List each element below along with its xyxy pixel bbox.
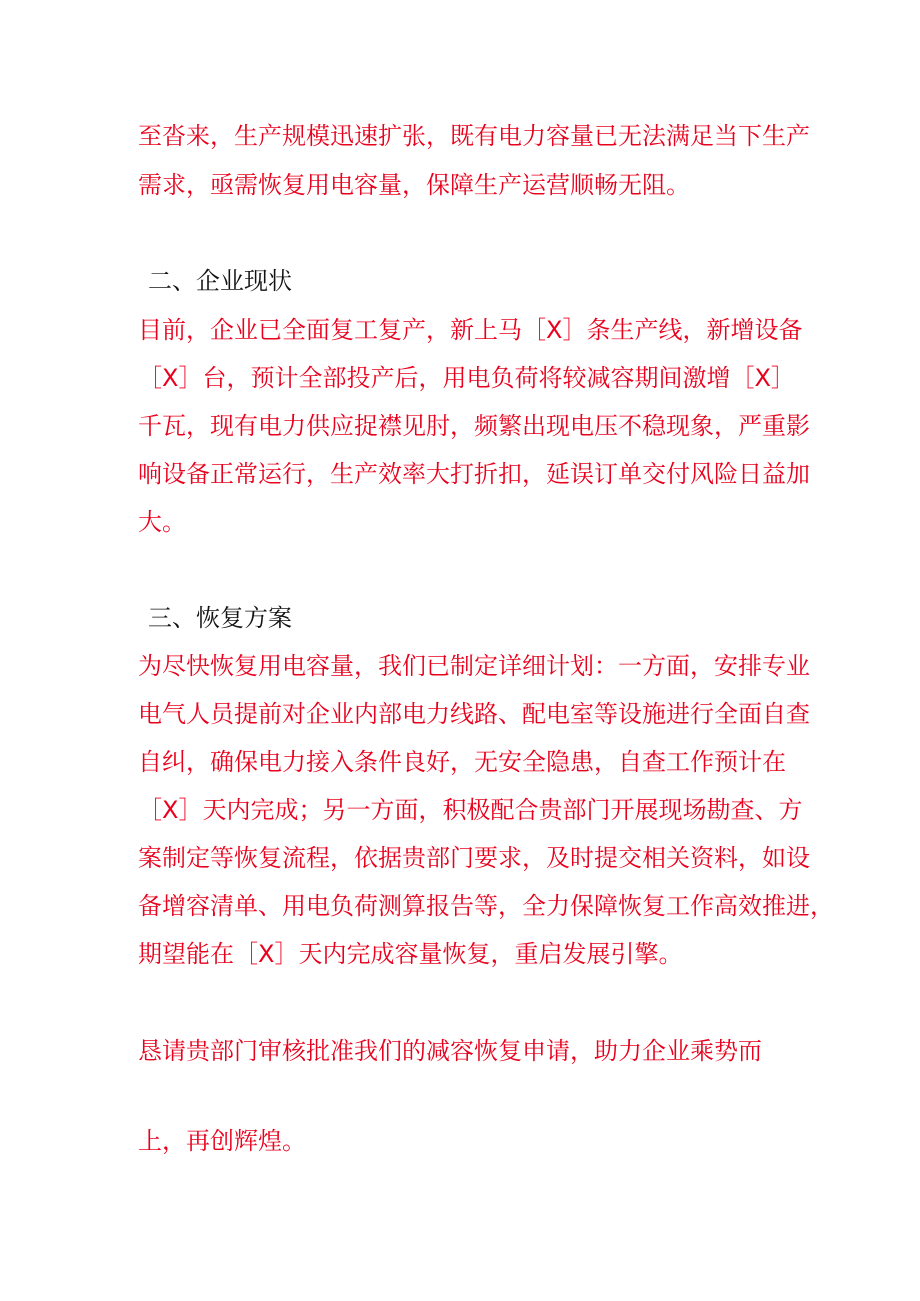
paragraph-line: 至沓来，生产规模迅速扩张，既有电力容量已无法满足当下生产 [138,122,810,150]
paragraph-line: ［X］台，预计全部投产后，用电负荷将较减容期间激增［X］ [138,364,795,392]
paragraph-line: 需求，亟需恢复用电容量，保障生产运营顺畅无阻。 [138,171,690,199]
paragraph-line: 为尽快恢复用电容量，我们已制定详细计划：一方面，安排专业 [138,652,810,680]
paragraph-line: 案制定等恢复流程，依据贵部门要求，及时提交相关资料，如设 [138,844,810,872]
section-heading-recovery-plan: 三、恢复方案 [148,604,292,632]
paragraph-line: 千瓦，现有电力供应捉襟见肘，频繁出现电压不稳现象，严重影 [138,412,810,440]
paragraph-line: ［X］天内完成；另一方面，积极配合贵部门开展现场勘查、方 [138,796,803,824]
paragraph-line: 自纠，确保电力接入条件良好，无安全隐患，自查工作预计在 [138,748,786,776]
paragraph-line: 大。 [138,508,186,536]
paragraph-line: 备增容清单、用电负荷测算报告等，全力保障恢复工作高效推进， [138,892,834,920]
paragraph-line: 期望能在［X］天内完成容量恢复，重启发展引擎。 [138,940,683,968]
paragraph-line: 目前，企业已全面复工复产，新上马［X］条生产线，新增设备 [138,316,803,344]
closing-line: 恳请贵部门审核批准我们的减容恢复申请，助力企业乘势而 [138,1037,762,1065]
closing-line: 上，再创辉煌。 [138,1127,306,1155]
paragraph-line: 电气人员提前对企业内部电力线路、配电室等设施进行全面自查 [138,700,810,728]
section-heading-current-status: 二、企业现状 [148,267,292,295]
paragraph-line: 响设备正常运行，生产效率大打折扣，延误订单交付风险日益加 [138,460,810,488]
